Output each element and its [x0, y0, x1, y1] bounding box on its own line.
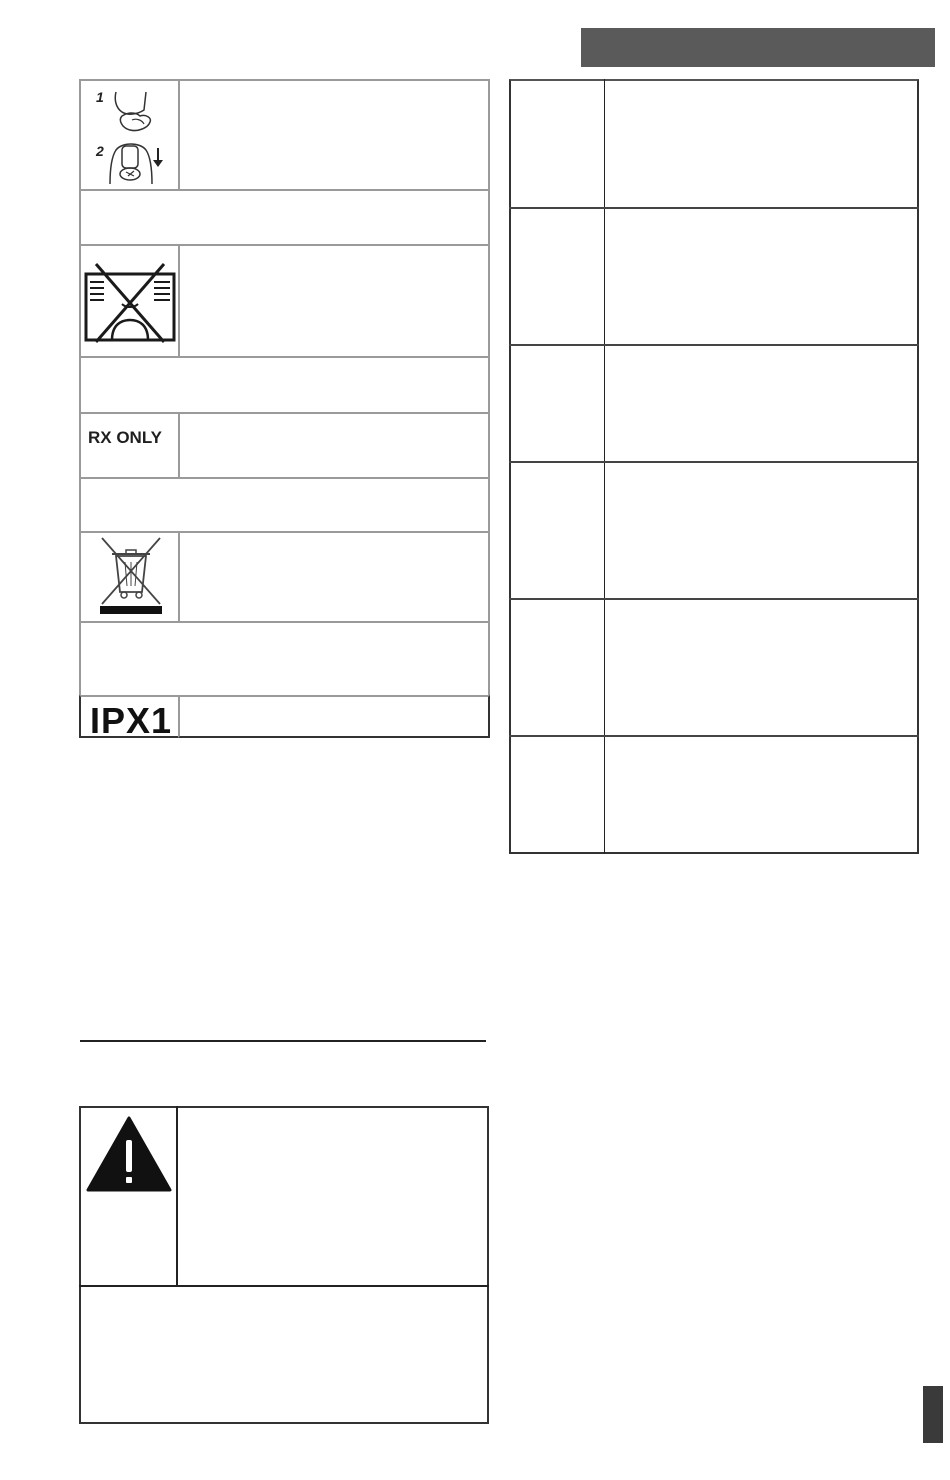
warning-triangle-icon [84, 1114, 174, 1194]
ipx1-symbol: IPX1 [90, 700, 173, 741]
warning-divider-vertical [176, 1106, 178, 1287]
step-1-label: 1 [96, 89, 104, 105]
note-cell [79, 356, 490, 414]
insert-cartridge-steps-icon [92, 86, 172, 186]
row-divider [509, 461, 919, 463]
warning-divider-horizontal [79, 1285, 489, 1287]
rx-only-symbol: RX ONLY [88, 428, 163, 447]
column-divider [604, 79, 605, 854]
description-cell [178, 244, 490, 358]
header-bar [581, 28, 935, 67]
description-cell [178, 79, 490, 191]
weee-crossed-bin-icon [96, 534, 166, 618]
note-cell [79, 189, 490, 246]
row-divider [509, 207, 919, 209]
note-cell [79, 621, 490, 697]
note-cell [79, 477, 490, 533]
row-divider [509, 344, 919, 346]
step-2-label: 2 [96, 143, 104, 159]
description-cell [178, 412, 490, 479]
row-divider [509, 598, 919, 600]
section-rule [80, 1040, 486, 1042]
right-table-frame [509, 79, 919, 854]
description-cell [178, 695, 490, 738]
row-divider [509, 735, 919, 737]
page-tab [923, 1386, 943, 1443]
no-dishwasher-icon [82, 262, 178, 346]
description-cell [178, 531, 490, 623]
